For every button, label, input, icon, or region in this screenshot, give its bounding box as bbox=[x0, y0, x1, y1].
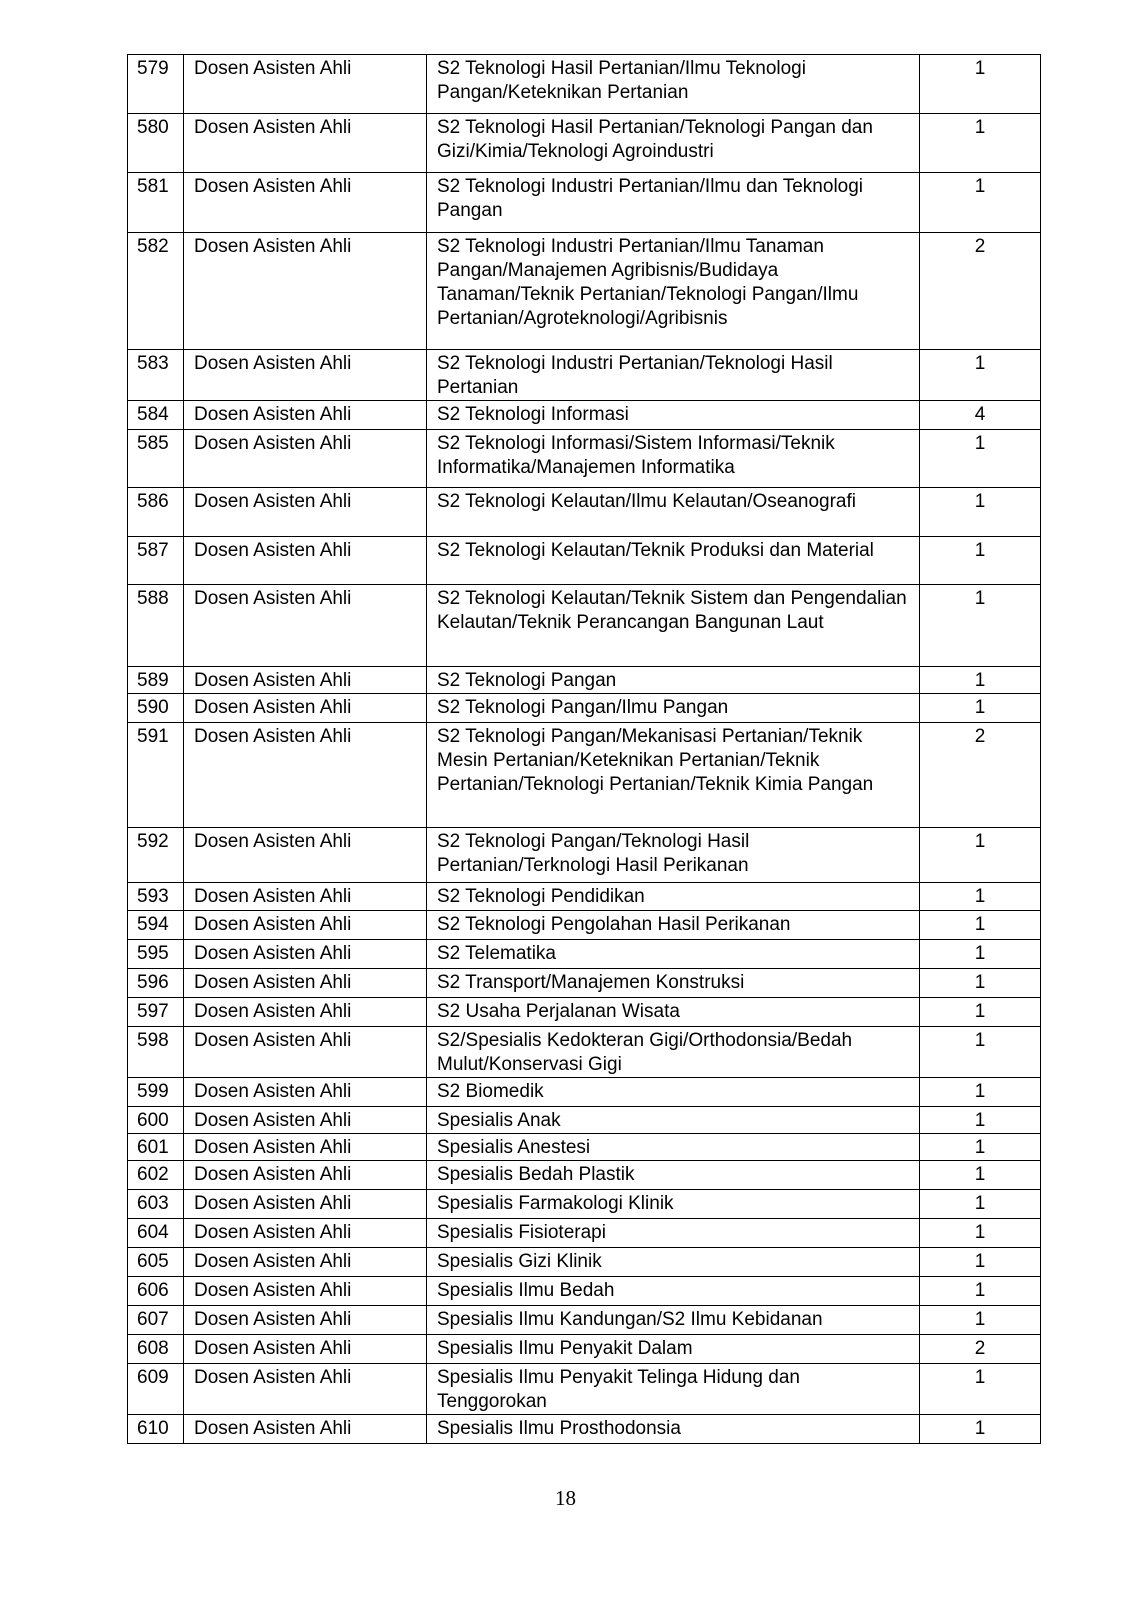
table-row bbox=[128, 1415, 1041, 1444]
row-count: 1 bbox=[920, 430, 1041, 488]
row-position: Dosen Asisten Ahli bbox=[184, 667, 427, 694]
page-number: 18 bbox=[555, 1486, 576, 1510]
table-row bbox=[128, 1248, 1041, 1277]
formation-table bbox=[127, 54, 1041, 1444]
row-count: 2 bbox=[920, 723, 1041, 828]
row-qualification: S2 Teknologi Pangan/Teknologi Hasil Pertanian/Terknologi Hasil Perikanan bbox=[427, 828, 920, 883]
row-qualification: S2/Spesialis Kedokteran Gigi/Orthodonsia/Bedah Mulut/Konservasi Gigi bbox=[427, 1027, 920, 1078]
row-position: Dosen Asisten Ahli bbox=[184, 911, 427, 940]
row-position: Dosen Asisten Ahli bbox=[184, 1415, 427, 1444]
row-count: 1 bbox=[920, 585, 1041, 667]
row-qualification: Spesialis Ilmu Prosthodonsia bbox=[427, 1415, 920, 1444]
row-position: Dosen Asisten Ahli bbox=[184, 233, 427, 350]
row-qualification: Spesialis Gizi Klinik bbox=[427, 1248, 920, 1277]
row-number: 607 bbox=[128, 1306, 184, 1335]
row-number: 582 bbox=[128, 233, 184, 350]
row-number: 593 bbox=[128, 883, 184, 911]
row-count: 1 bbox=[920, 1306, 1041, 1335]
table-row bbox=[128, 911, 1041, 940]
table-row bbox=[128, 1306, 1041, 1335]
row-position: Dosen Asisten Ahli bbox=[184, 114, 427, 173]
row-number: 609 bbox=[128, 1364, 184, 1415]
row-count: 1 bbox=[920, 1219, 1041, 1248]
row-number: 589 bbox=[128, 667, 184, 694]
row-position: Dosen Asisten Ahli bbox=[184, 55, 427, 114]
row-qualification: S2 Biomedik bbox=[427, 1078, 920, 1107]
row-position: Dosen Asisten Ahli bbox=[184, 1078, 427, 1107]
row-position: Dosen Asisten Ahli bbox=[184, 1335, 427, 1364]
row-count: 1 bbox=[920, 1161, 1041, 1190]
table-row bbox=[128, 1134, 1041, 1161]
table-row bbox=[128, 998, 1041, 1027]
row-number: 587 bbox=[128, 537, 184, 585]
row-count: 1 bbox=[920, 1078, 1041, 1107]
row-position: Dosen Asisten Ahli bbox=[184, 1134, 427, 1161]
table-row bbox=[128, 1107, 1041, 1134]
table-row bbox=[128, 1190, 1041, 1219]
row-count: 1 bbox=[920, 694, 1041, 723]
row-qualification: Spesialis Fisioterapi bbox=[427, 1219, 920, 1248]
row-qualification: S2 Teknologi Industri Pertanian/Ilmu dan Teknologi Pangan bbox=[427, 173, 920, 233]
row-number: 592 bbox=[128, 828, 184, 883]
row-qualification: S2 Teknologi Pangan/Ilmu Pangan bbox=[427, 694, 920, 723]
row-position: Dosen Asisten Ahli bbox=[184, 488, 427, 537]
row-position: Dosen Asisten Ahli bbox=[184, 1107, 427, 1134]
row-number: 610 bbox=[128, 1415, 184, 1444]
row-count: 2 bbox=[920, 233, 1041, 350]
row-position: Dosen Asisten Ahli bbox=[184, 969, 427, 998]
row-count: 1 bbox=[920, 1415, 1041, 1444]
row-qualification: S2 Telematika bbox=[427, 940, 920, 969]
row-count: 1 bbox=[920, 1248, 1041, 1277]
row-qualification: S2 Teknologi Hasil Pertanian/Ilmu Teknologi Pangan/Keteknikan Pertanian bbox=[427, 55, 920, 114]
table-row bbox=[128, 1078, 1041, 1107]
row-position: Dosen Asisten Ahli bbox=[184, 1364, 427, 1415]
row-number: 581 bbox=[128, 173, 184, 233]
table-row bbox=[128, 114, 1041, 173]
row-number: 605 bbox=[128, 1248, 184, 1277]
row-position: Dosen Asisten Ahli bbox=[184, 401, 427, 430]
row-number: 594 bbox=[128, 911, 184, 940]
row-qualification: S2 Teknologi Industri Pertanian/Teknologi Hasil Pertanian bbox=[427, 350, 920, 401]
row-number: 579 bbox=[128, 55, 184, 114]
row-qualification: S2 Teknologi Pengolahan Hasil Perikanan bbox=[427, 911, 920, 940]
row-position: Dosen Asisten Ahli bbox=[184, 998, 427, 1027]
table-row bbox=[128, 1335, 1041, 1364]
table-row bbox=[128, 667, 1041, 694]
row-qualification: Spesialis Ilmu Kandungan/S2 Ilmu Kebidanan bbox=[427, 1306, 920, 1335]
row-count: 1 bbox=[920, 1277, 1041, 1306]
row-position: Dosen Asisten Ahli bbox=[184, 1161, 427, 1190]
row-count: 1 bbox=[920, 1107, 1041, 1134]
row-position: Dosen Asisten Ahli bbox=[184, 585, 427, 667]
row-count: 1 bbox=[920, 940, 1041, 969]
table-row bbox=[128, 969, 1041, 998]
row-count: 1 bbox=[920, 350, 1041, 401]
row-qualification: S2 Usaha Perjalanan Wisata bbox=[427, 998, 920, 1027]
row-count: 1 bbox=[920, 488, 1041, 537]
row-number: 597 bbox=[128, 998, 184, 1027]
row-position: Dosen Asisten Ahli bbox=[184, 940, 427, 969]
table-row bbox=[128, 537, 1041, 585]
row-number: 595 bbox=[128, 940, 184, 969]
row-count: 1 bbox=[920, 883, 1041, 911]
table-row bbox=[128, 173, 1041, 233]
table-row bbox=[128, 1364, 1041, 1415]
table-row bbox=[128, 694, 1041, 723]
row-number: 590 bbox=[128, 694, 184, 723]
row-count: 1 bbox=[920, 1027, 1041, 1078]
row-qualification: S2 Teknologi Industri Pertanian/Ilmu Tanaman Pangan/Manajemen Agribisnis/Budidaya Tanaman/Teknik Pertanian/Teknologi Pangan/Ilmu Pertanian/Agroteknologi/Agribisnis bbox=[427, 233, 920, 350]
row-count: 1 bbox=[920, 1134, 1041, 1161]
table-row bbox=[128, 585, 1041, 667]
row-position: Dosen Asisten Ahli bbox=[184, 694, 427, 723]
row-count: 1 bbox=[920, 911, 1041, 940]
table-row bbox=[128, 1161, 1041, 1190]
row-count: 1 bbox=[920, 55, 1041, 114]
row-qualification: Spesialis Bedah Plastik bbox=[427, 1161, 920, 1190]
table-row bbox=[128, 55, 1041, 114]
row-number: 583 bbox=[128, 350, 184, 401]
row-number: 598 bbox=[128, 1027, 184, 1078]
row-count: 1 bbox=[920, 1190, 1041, 1219]
row-qualification: S2 Teknologi Kelautan/Teknik Produksi dan Material bbox=[427, 537, 920, 585]
row-number: 608 bbox=[128, 1335, 184, 1364]
row-number: 596 bbox=[128, 969, 184, 998]
row-number: 599 bbox=[128, 1078, 184, 1107]
row-position: Dosen Asisten Ahli bbox=[184, 173, 427, 233]
row-position: Dosen Asisten Ahli bbox=[184, 883, 427, 911]
table-row bbox=[128, 883, 1041, 911]
row-count: 1 bbox=[920, 667, 1041, 694]
row-qualification: S2 Transport/Manajemen Konstruksi bbox=[427, 969, 920, 998]
row-number: 606 bbox=[128, 1277, 184, 1306]
row-count: 1 bbox=[920, 1364, 1041, 1415]
table-row bbox=[128, 233, 1041, 350]
table-row bbox=[128, 350, 1041, 401]
row-number: 603 bbox=[128, 1190, 184, 1219]
table-row bbox=[128, 828, 1041, 883]
row-position: Dosen Asisten Ahli bbox=[184, 430, 427, 488]
row-count: 1 bbox=[920, 828, 1041, 883]
row-position: Dosen Asisten Ahli bbox=[184, 1306, 427, 1335]
row-number: 604 bbox=[128, 1219, 184, 1248]
row-count: 2 bbox=[920, 1335, 1041, 1364]
row-position: Dosen Asisten Ahli bbox=[184, 723, 427, 828]
table-row bbox=[128, 1027, 1041, 1078]
row-position: Dosen Asisten Ahli bbox=[184, 828, 427, 883]
row-qualification: S2 Teknologi Pangan bbox=[427, 667, 920, 694]
row-position: Dosen Asisten Ahli bbox=[184, 537, 427, 585]
table-row bbox=[128, 940, 1041, 969]
row-number: 586 bbox=[128, 488, 184, 537]
table-row bbox=[128, 723, 1041, 828]
row-count: 1 bbox=[920, 998, 1041, 1027]
row-qualification: Spesialis Ilmu Penyakit Dalam bbox=[427, 1335, 920, 1364]
row-qualification: S2 Teknologi Hasil Pertanian/Teknologi Pangan dan Gizi/Kimia/Teknologi Agroindustri bbox=[427, 114, 920, 173]
row-qualification: S2 Teknologi Pangan/Mekanisasi Pertanian/Teknik Mesin Pertanian/Keteknikan Pertanian/Teknik Pertanian/Teknologi Pertanian/Teknik Kimia Pangan bbox=[427, 723, 920, 828]
row-count: 1 bbox=[920, 969, 1041, 998]
row-number: 602 bbox=[128, 1161, 184, 1190]
row-qualification: S2 Teknologi Informasi bbox=[427, 401, 920, 430]
row-number: 585 bbox=[128, 430, 184, 488]
row-position: Dosen Asisten Ahli bbox=[184, 350, 427, 401]
table-row bbox=[128, 401, 1041, 430]
row-qualification: S2 Teknologi Kelautan/Ilmu Kelautan/Oseanografi bbox=[427, 488, 920, 537]
row-qualification: Spesialis Ilmu Penyakit Telinga Hidung dan Tenggorokan bbox=[427, 1364, 920, 1415]
row-count: 1 bbox=[920, 114, 1041, 173]
table-body bbox=[128, 55, 1041, 1444]
row-qualification: S2 Teknologi Kelautan/Teknik Sistem dan Pengendalian Kelautan/Teknik Perancangan Bangunan Laut bbox=[427, 585, 920, 667]
row-number: 584 bbox=[128, 401, 184, 430]
row-number: 588 bbox=[128, 585, 184, 667]
row-qualification: Spesialis Anestesi bbox=[427, 1134, 920, 1161]
row-qualification: S2 Teknologi Informasi/Sistem Informasi/Teknik Informatika/Manajemen Informatika bbox=[427, 430, 920, 488]
row-qualification: S2 Teknologi Pendidikan bbox=[427, 883, 920, 911]
row-position: Dosen Asisten Ahli bbox=[184, 1190, 427, 1219]
row-position: Dosen Asisten Ahli bbox=[184, 1219, 427, 1248]
row-number: 600 bbox=[128, 1107, 184, 1134]
row-number: 601 bbox=[128, 1134, 184, 1161]
row-count: 1 bbox=[920, 173, 1041, 233]
table-row bbox=[128, 430, 1041, 488]
row-count: 1 bbox=[920, 537, 1041, 585]
table-row bbox=[128, 1219, 1041, 1248]
row-qualification: Spesialis Farmakologi Klinik bbox=[427, 1190, 920, 1219]
table-row bbox=[128, 488, 1041, 537]
row-position: Dosen Asisten Ahli bbox=[184, 1248, 427, 1277]
row-number: 591 bbox=[128, 723, 184, 828]
row-position: Dosen Asisten Ahli bbox=[184, 1027, 427, 1078]
row-count: 4 bbox=[920, 401, 1041, 430]
row-position: Dosen Asisten Ahli bbox=[184, 1277, 427, 1306]
table-row bbox=[128, 1277, 1041, 1306]
row-qualification: Spesialis Ilmu Bedah bbox=[427, 1277, 920, 1306]
row-number: 580 bbox=[128, 114, 184, 173]
row-qualification: Spesialis Anak bbox=[427, 1107, 920, 1134]
